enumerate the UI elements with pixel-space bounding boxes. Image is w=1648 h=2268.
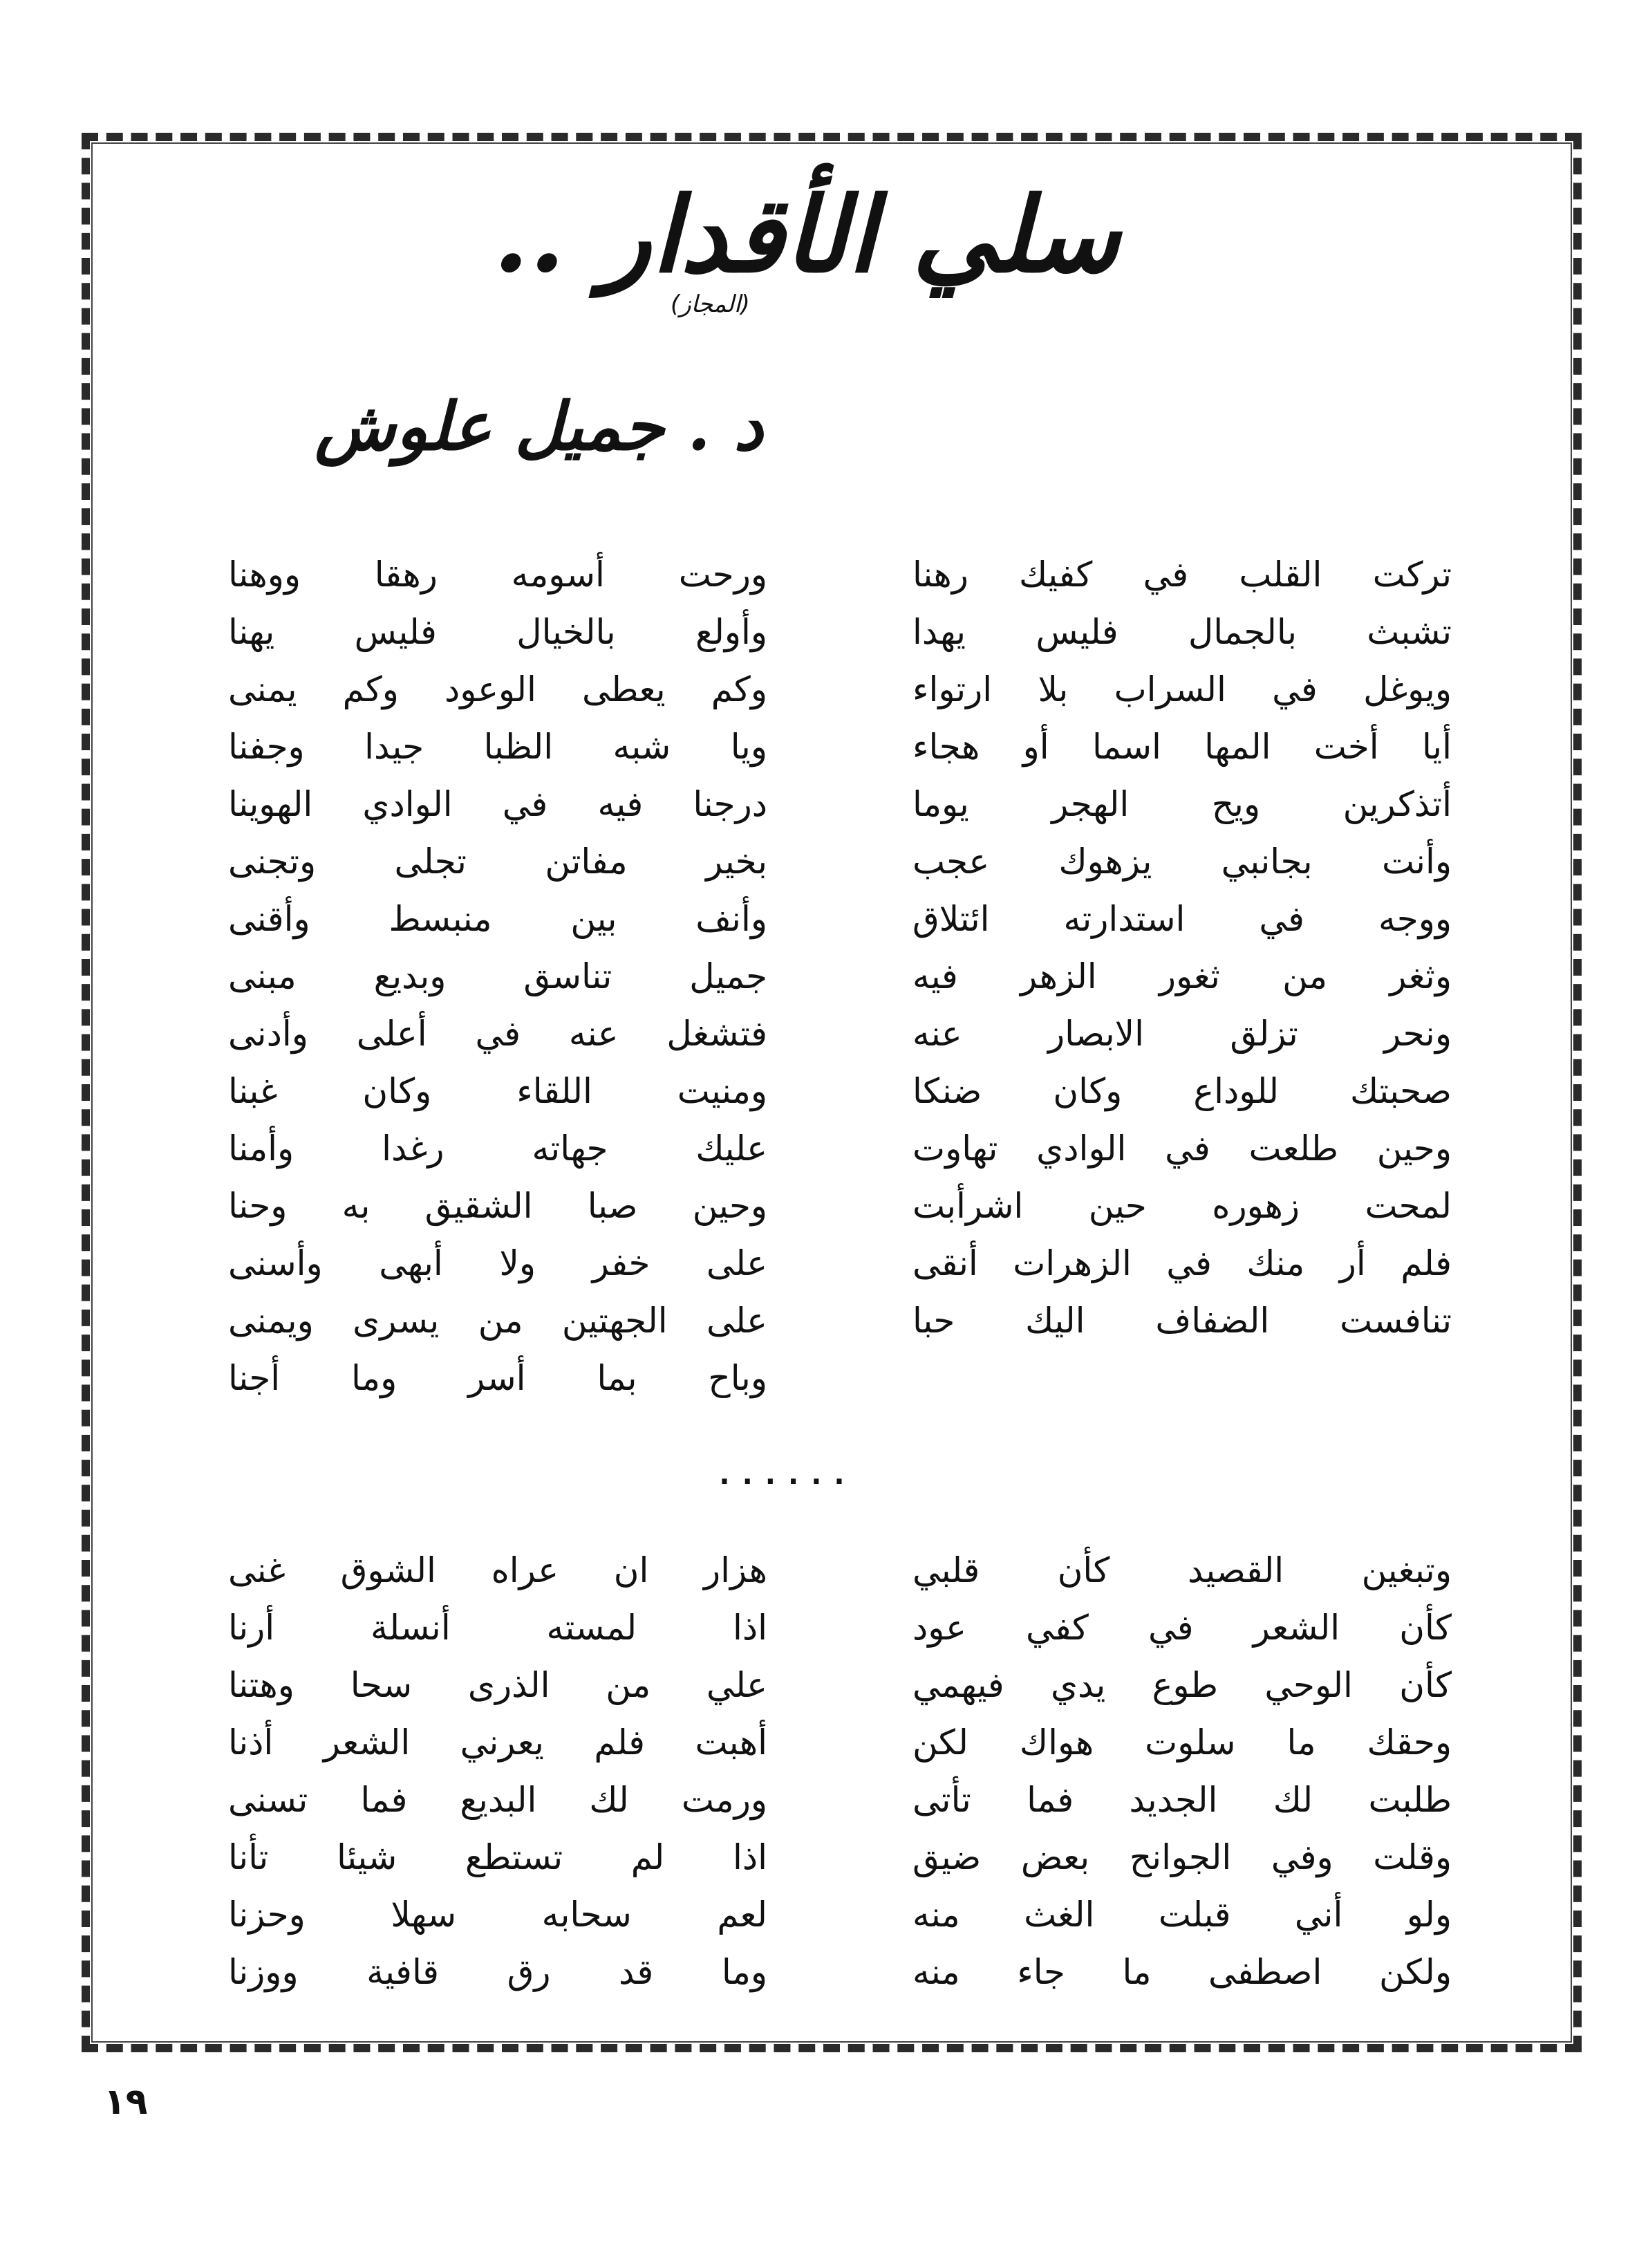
verse-row — [207, 1542, 1452, 1599]
verse-second-half: درجنا فيه في الوادي الهوينا — [228, 784, 767, 824]
poem-title: سلي الأقدار .. — [493, 174, 1120, 296]
verse-row — [207, 604, 1452, 661]
verse-first-half: لمحت زهوره حين اشرأبت — [912, 1186, 1452, 1226]
verse-row — [207, 1235, 1452, 1292]
verse-first-half: ولو أني قبلت الغث منه — [912, 1895, 1452, 1935]
verse-row — [207, 948, 1452, 1005]
verse-first-half: وثغر من ثغور الزهر فيه — [912, 956, 1452, 996]
verse-second-half: ورمت لك البديع فما تسنى — [228, 1780, 767, 1820]
verse-second-half: على خفر ولا أبهى وأسنى — [228, 1243, 767, 1283]
verse-first-half: صحبتك للوداع وكان ضنكا — [912, 1071, 1452, 1111]
verse-second-half: وكم يعطى الوعود وكم يمنى — [228, 669, 767, 709]
verse-second-half: ورحت أسومه رهقا ووهنا — [228, 555, 767, 595]
verse-first-half: ووجه في استدارته ائتلاق — [912, 899, 1452, 939]
verse-second-half: وما قد رق قافية ووزنا — [228, 1952, 767, 1992]
verse-second-half: ومنيت اللقاء وكان غبنا — [228, 1071, 767, 1111]
poem-title-note: (المجاز) — [671, 290, 750, 318]
verse-row — [207, 776, 1452, 833]
page-number: ١٩ — [104, 2081, 148, 2123]
stanza-separator: ...... — [719, 1459, 857, 1491]
verse-row — [207, 1714, 1452, 1772]
verse-second-half: وأنف بين منبسط وأقنى — [228, 899, 767, 939]
verse-first-half: وأنت بجانبي يزهوك عجب — [912, 842, 1452, 882]
verse-row — [207, 1944, 1452, 2001]
verse-first-half: كأن الشعر في كفي عود — [912, 1608, 1452, 1648]
verse-first-half: وقلت وفي الجوانح بعض ضيق — [912, 1837, 1452, 1877]
verse-row — [207, 1599, 1452, 1657]
verse-first-half: كأن الوحي طوع يدي فيهمي — [912, 1665, 1452, 1705]
verse-second-half: اذا لم تستطع شيئا تأنا — [228, 1837, 767, 1877]
verse-first-half: ويوغل في السراب بلا ارتواء — [912, 669, 1452, 709]
verse-row — [207, 546, 1452, 604]
verse-second-half: بخير مفاتن تجلى وتجنى — [228, 842, 767, 882]
verse-second-half: وباح بما أسر وما أجنا — [228, 1358, 767, 1398]
verse-second-half: فتشغل عنه في أعلى وأدنى — [228, 1014, 767, 1054]
verse-row — [207, 1005, 1452, 1063]
verse-row — [207, 718, 1452, 776]
verse-first-half: ولكن اصطفى ما جاء منه — [912, 1952, 1452, 1992]
verse-row — [207, 1829, 1452, 1886]
verse-second-half: اذا لمسته أنسلة أرنا — [228, 1608, 767, 1648]
verse-row — [207, 1657, 1452, 1714]
author-name: د . جميل علوش — [315, 387, 763, 465]
verse-second-half: جميل تناسق وبديع مبنى — [228, 956, 767, 996]
verse-second-half: أهبت فلم يعرني الشعر أذنا — [228, 1722, 767, 1763]
verse-first-half: فلم أر منك في الزهرات أنقى — [912, 1243, 1452, 1283]
verse-row — [207, 1886, 1452, 1944]
verse-row — [207, 1292, 1452, 1350]
verse-row — [207, 1772, 1452, 1829]
verse-first-half: وحين طلعت في الوادي تهاوت — [912, 1128, 1452, 1169]
verse-first-half: وتبغين القصيد كأن قلبي — [912, 1550, 1452, 1590]
verse-second-half: ويا شبه الظبا جيدا وجفنا — [228, 727, 767, 767]
verse-second-half: على الجهتين من يسرى ويمنى — [228, 1301, 767, 1341]
verse-row — [207, 833, 1452, 891]
verse-row — [207, 1178, 1452, 1235]
verse-row — [207, 1120, 1452, 1178]
verse-first-half: تركت القلب في كفيك رهنا — [912, 555, 1452, 595]
verse-first-half: ونحر تزلق الابصار عنه — [912, 1014, 1452, 1054]
verse-row — [207, 1350, 1452, 1407]
stanza-2 — [207, 1542, 1452, 2001]
stanza-1 — [207, 546, 1452, 1407]
verse-second-half: عليك جهاته رغدا وأمنا — [228, 1128, 767, 1169]
verse-first-half: طلبت لك الجديد فما تأتى — [912, 1780, 1452, 1820]
verse-first-half: أتذكرين ويح الهجر يوما — [912, 784, 1452, 824]
verse-second-half: هزار ان عراه الشوق غنى — [228, 1550, 767, 1590]
verse-second-half: لعم سحابه سهلا وحزنا — [228, 1895, 767, 1935]
verse-row — [207, 891, 1452, 948]
verse-first-half: أيا أخت المها اسما أو هجاء — [912, 727, 1452, 767]
verse-second-half: وحين صبا الشقيق به وحنا — [228, 1186, 767, 1226]
verse-second-half: علي من الذرى سحا وهتنا — [228, 1665, 767, 1705]
title-block — [493, 166, 1175, 332]
verse-second-half: وأولع بالخيال فليس يهنا — [228, 612, 767, 652]
verse-row — [207, 1063, 1452, 1120]
verse-row — [207, 661, 1452, 718]
verse-first-half: تشبث بالجمال فليس يهدا — [912, 612, 1452, 652]
verse-first-half: وحقك ما سلوت هواك لكن — [912, 1722, 1452, 1763]
verse-first-half: تنافست الضفاف اليك حبا — [912, 1301, 1452, 1341]
